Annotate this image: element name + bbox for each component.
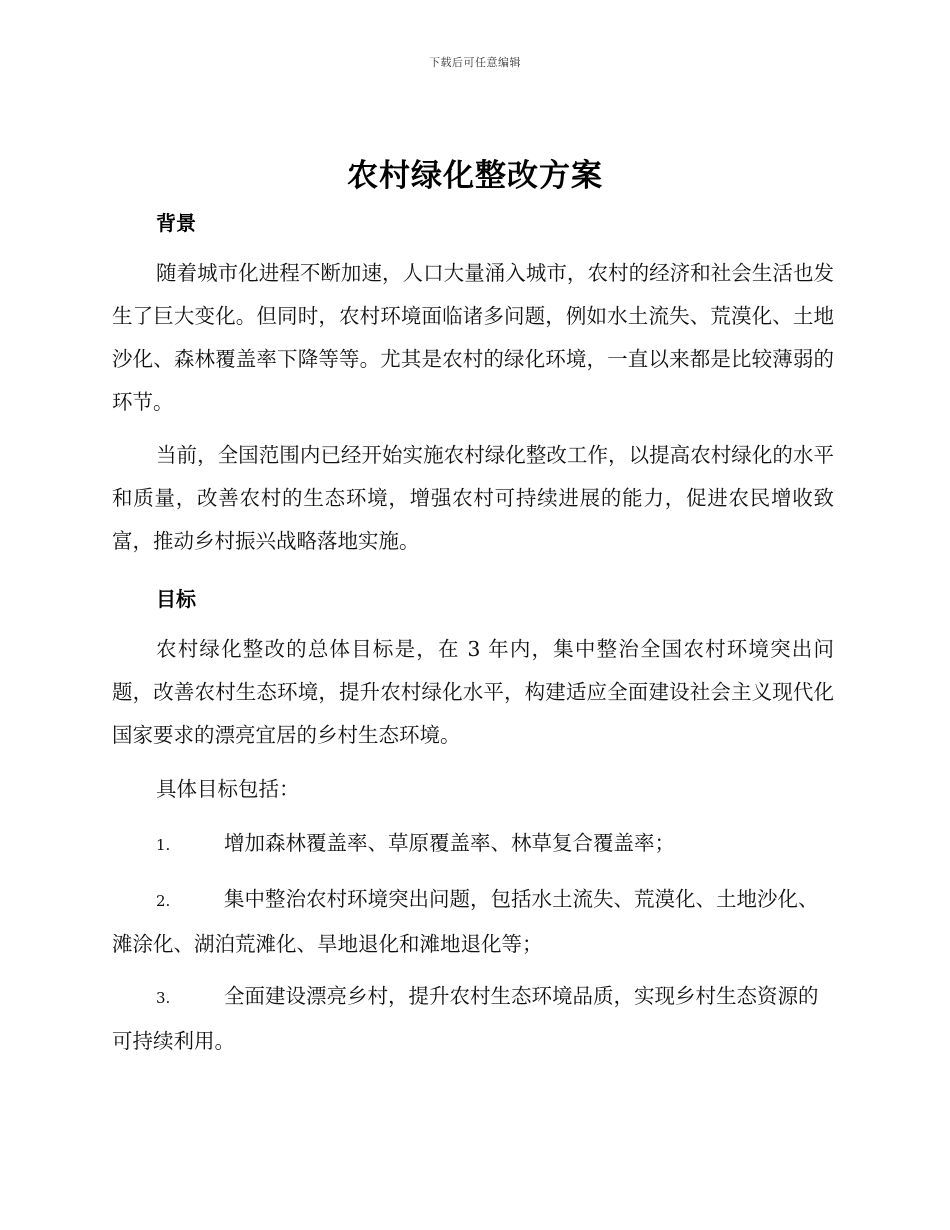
goals-list-intro: 具体目标包括： (156, 777, 300, 801)
list-item-number: 1. (156, 836, 171, 854)
list-item-text: 增加森林覆盖率、草原覆盖率、林草复合覆盖率； (224, 831, 675, 855)
section-heading-goals: 目标 (156, 587, 196, 611)
list-item-number: 3. (156, 989, 171, 1007)
background-paragraph-1: 随着城市化进程不断加速，人口大量涌入城市，农村的经济和社会生活也发生了巨大变化。但同时，农村环境面临诸多问题，例如水土流失、荒漠化、土地沙化、森林覆盖率下降等等。尤其是农村的绿化环境，一直以来都是比较薄弱的环节。 (112, 261, 834, 414)
list-item (112, 822, 834, 867)
background-paragraph-2: 当前，全国范围内已经开始实施农村绿化整改工作，以提高农村绿化的水平和质量，改善农村的生态环境，增强农村可持续进展的能力，促进农民增收致富，推动乡村振兴战略落地实施。 (112, 443, 834, 553)
goals-paragraph-1: 农村绿化整改的总体目标是，在 3 年内，集中整治全国农村环境突出问题，改善农村生态环境，提升农村绿化水平，构建适应全面建设社会主义现代化国家要求的漂亮宜居的乡村生态环境。 (112, 637, 834, 747)
section-heading-background: 背景 (156, 211, 196, 235)
document-title: 农村绿化整改方案 (347, 158, 603, 194)
list-item (112, 975, 834, 1063)
list-item (112, 878, 834, 966)
list-item-number: 2. (156, 892, 171, 910)
header-note: 下载后可任意编辑 (429, 56, 521, 69)
list-item-text: 集中整治农村环境突出问题，包括水土流失、荒漠化、土地沙化、滩涂化、湖泊荒滩化、旱地退化和滩地退化等； (112, 887, 819, 956)
list-item-text: 全面建设漂亮乡村，提升农村生态环境品质，实现乡村生态资源的可持续利用。 (112, 984, 819, 1053)
